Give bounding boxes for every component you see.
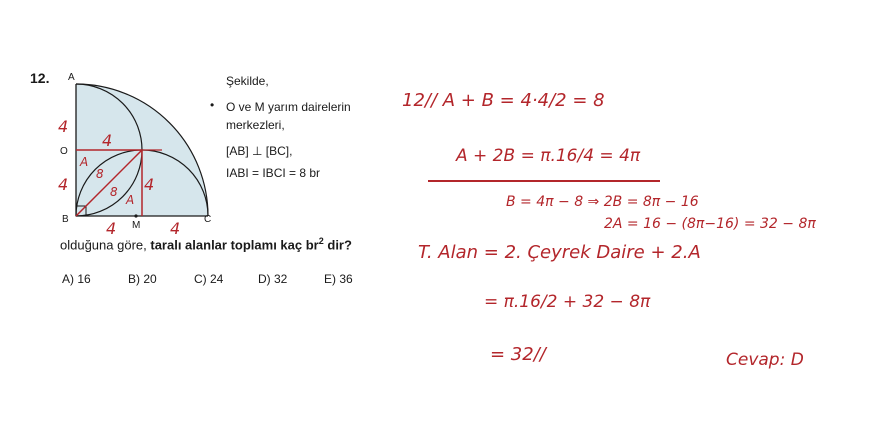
bullet: • (210, 98, 215, 112)
option-a: A) 16 (62, 272, 91, 286)
solution-line-4: 2A = 16 − (8π−16) = 32 − 8π (604, 216, 816, 232)
label-lens-a: A (80, 155, 89, 169)
solution-divider (428, 180, 660, 182)
answer-note: Cevap: D (726, 350, 804, 370)
solution-line-3: B = 4π − 8 ⇒ 2B = 8π − 16 (506, 194, 699, 210)
label-mc: 4 (170, 219, 181, 238)
label-top: 4 (102, 131, 113, 150)
intro-text: Şekilde, (226, 74, 269, 88)
label-lens-a2: A (126, 193, 135, 207)
condition-1a: O ve M yarım dairelerin (226, 100, 351, 114)
label-diag-8b: 8 (110, 185, 118, 199)
point-a-label: A (68, 72, 75, 83)
option-b: B) 20 (128, 272, 157, 286)
condition-3: IABI = IBCI = 8 br (226, 166, 321, 180)
label-diag-8a: 8 (96, 167, 104, 181)
condition-2: [AB] ⊥ [BC], (226, 144, 293, 158)
question-number: 12. (30, 70, 50, 86)
option-e: E) 36 (324, 272, 353, 286)
solution-line-7: = 32// (490, 344, 546, 365)
label-ob: 4 (58, 175, 69, 194)
label-bm: 4 (106, 219, 117, 238)
condition-1b: merkezleri, (226, 118, 285, 132)
option-d: D) 32 (258, 272, 288, 286)
point-m-label: M (132, 220, 141, 231)
solution-line-6: = π.16/2 + 32 − 8π (484, 292, 651, 312)
solution-line-2: A + 2B = π.16/4 = 4π (456, 146, 641, 166)
label-mid: 4 (144, 175, 155, 194)
solution-line-1: 12// A + B = 4·4/2 = 8 (402, 90, 605, 111)
point-c-label: C (204, 214, 212, 225)
point-o-label: O (60, 146, 68, 157)
option-c: C) 24 (194, 272, 224, 286)
solution-line-5: T. Alan = 2. Çeyrek Daire + 2.A (418, 242, 701, 263)
question-ask: olduğuna göre, taralı alanlar toplamı kaç $br^2$ dir? (60, 236, 352, 253)
label-ao: 4 (58, 117, 69, 136)
point-b-label: B (62, 214, 69, 225)
